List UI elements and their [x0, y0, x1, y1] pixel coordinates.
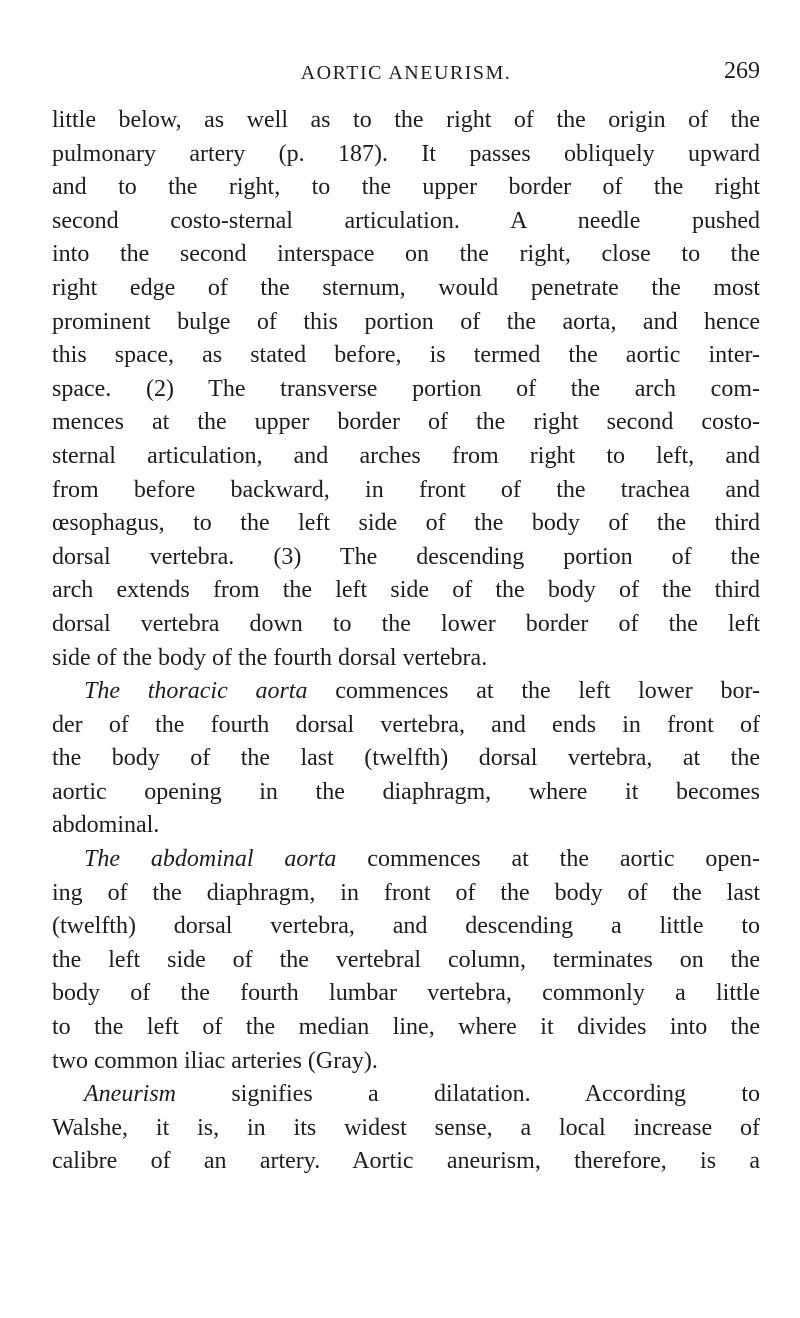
line-text: two common iliac arteries (Gray).: [52, 1047, 378, 1074]
line-text: the left side of the vertebral column, terminates on the: [52, 946, 760, 973]
text-line: [52, 306, 760, 340]
text-line: [52, 877, 760, 911]
text-line: [52, 474, 760, 508]
line-text: body of the fourth lumbar vertebra, commonly a little: [52, 980, 760, 1007]
text-line: [52, 272, 760, 306]
line-text: signifies a dilatation. According to: [176, 1081, 760, 1108]
line-text: commences at the aortic open-: [336, 846, 760, 873]
line-text: sternal articulation, and arches from right to left, and: [52, 442, 760, 469]
running-title: AORTIC ANEURISM.: [300, 62, 512, 84]
line-text: (twelfth) dorsal vertebra, and descending a little to: [52, 913, 760, 940]
italic-term: The abdominal aorta: [84, 846, 337, 873]
body-text: [52, 104, 760, 1179]
text-line: [52, 574, 760, 608]
text-line: [52, 1078, 760, 1112]
text-line: [52, 1045, 760, 1079]
text-line: [52, 642, 760, 676]
text-line: [52, 742, 760, 776]
text-line: [52, 1145, 760, 1179]
italic-term: The thoracic aorta: [84, 678, 308, 705]
line-text: pulmonary artery (p. 187). It passes obliquely upward: [52, 140, 760, 167]
line-text: second costo-sternal articulation. A needle pushed: [52, 207, 760, 234]
line-text: and to the right, to the upper border of the right: [52, 174, 760, 201]
line-text: space. (2) The transverse portion of the arch com-: [52, 375, 760, 402]
text-line: [52, 1112, 760, 1146]
text-line: [52, 809, 760, 843]
text-line: [52, 709, 760, 743]
text-line: [52, 339, 760, 373]
page-number: 269: [724, 58, 760, 84]
text-line: [52, 440, 760, 474]
line-text: arch extends from the left side of the body of the third: [52, 577, 760, 604]
text-line: [52, 675, 760, 709]
text-line: [52, 1011, 760, 1045]
running-head: [52, 58, 760, 88]
text-line: [52, 238, 760, 272]
line-text: right edge of the sternum, would penetrate the most: [52, 274, 760, 301]
text-line: [52, 406, 760, 440]
line-text: abdominal.: [52, 812, 160, 839]
line-text: from before backward, in front of the trachea and: [52, 476, 760, 503]
line-text: Walshe, it is, in its widest sense, a local increase of: [52, 1114, 760, 1141]
text-line: [52, 104, 760, 138]
text-line: [52, 138, 760, 172]
line-text: this space, as stated before, is termed the aortic inter-: [52, 342, 760, 369]
line-text: the body of the last (twelfth) dorsal vertebra, at the: [52, 745, 760, 772]
text-line: [52, 171, 760, 205]
line-text: prominent bulge of this portion of the aorta, and hence: [52, 308, 760, 335]
line-text: der of the fourth dorsal vertebra, and ends in front of: [52, 711, 760, 738]
text-line: [52, 776, 760, 810]
text-line: [52, 977, 760, 1011]
line-text: to the left of the median line, where it divides into the: [52, 1014, 760, 1041]
line-text: ing of the diaphragm, in front of the body of the last: [52, 879, 760, 906]
text-line: [52, 843, 760, 877]
line-text: œsophagus, to the left side of the body of the third: [52, 510, 760, 537]
text-line: [52, 910, 760, 944]
italic-term: Aneurism: [84, 1081, 176, 1108]
line-text: into the second interspace on the right, close to the: [52, 241, 760, 268]
text-line: [52, 373, 760, 407]
line-text: aortic opening in the diaphragm, where it becomes: [52, 778, 760, 805]
text-line: [52, 608, 760, 642]
line-text: commences at the left lower bor-: [307, 678, 760, 705]
text-line: [52, 507, 760, 541]
text-line: [52, 541, 760, 575]
line-text: little below, as well as to the right of the origin of the: [52, 107, 760, 133]
text-line: [52, 944, 760, 978]
line-text: calibre of an artery. Aortic aneurism, therefore, is a: [52, 1148, 760, 1175]
line-text: dorsal vertebra. (3) The descending portion of the: [52, 543, 760, 570]
line-text: mences at the upper border of the right second costo-: [52, 409, 760, 436]
line-text: dorsal vertebra down to the lower border of the left: [52, 610, 760, 637]
text-line: [52, 205, 760, 239]
line-text: side of the body of the fourth dorsal vertebra.: [52, 644, 488, 671]
